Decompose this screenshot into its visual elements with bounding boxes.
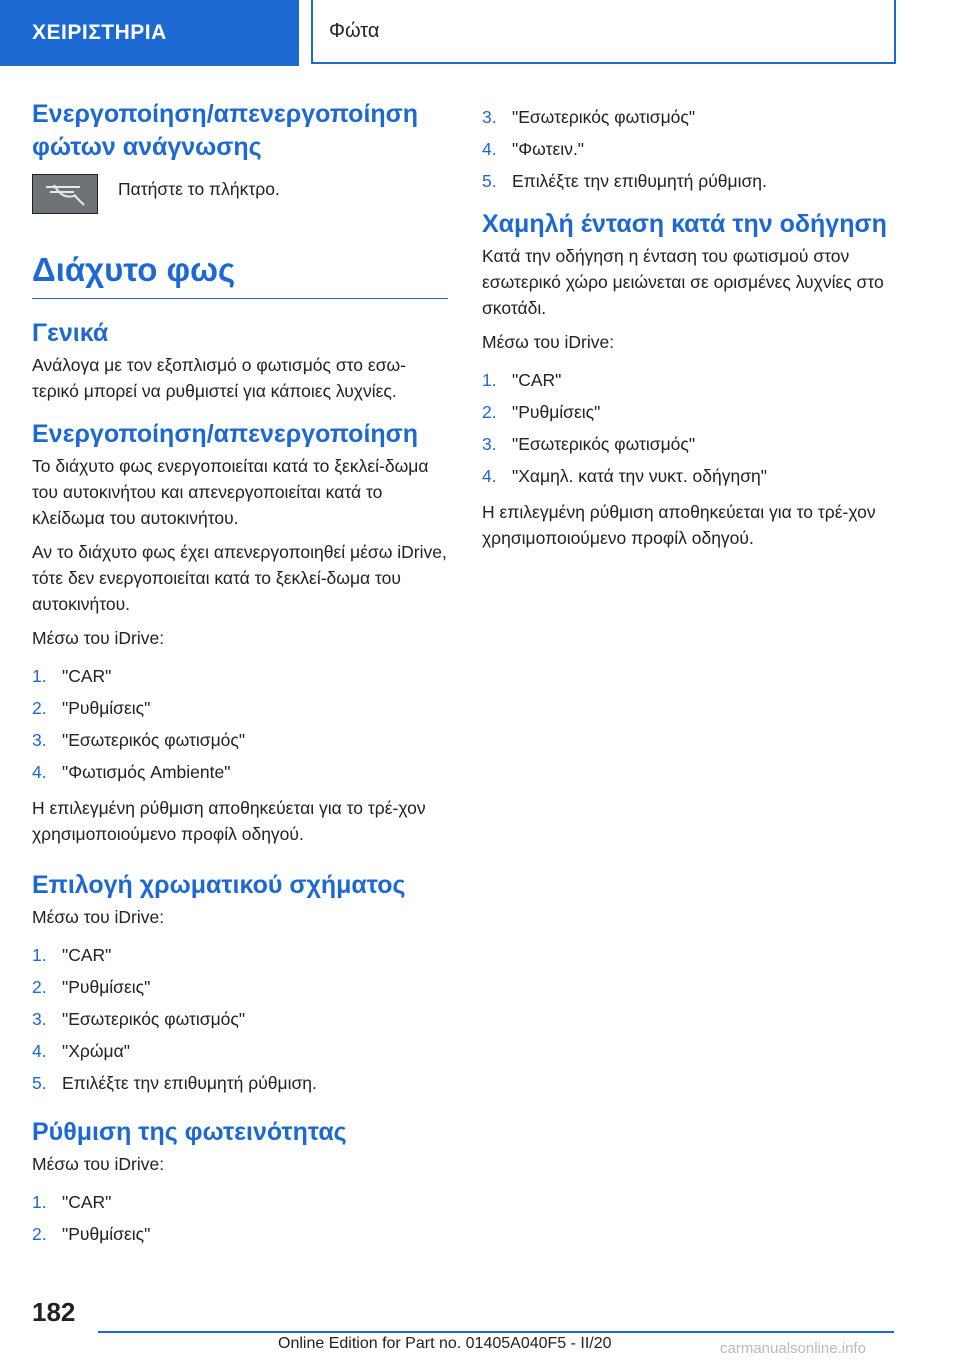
edition-text: Online Edition for Part no. 01405A040F5 - II/20 — [278, 1335, 612, 1352]
list-item: 1. "CAR" — [32, 945, 112, 965]
brightness-steps — [32, 1189, 448, 1247]
color-steps — [32, 942, 448, 1096]
ambient-light-heading: Διάχυτο φως — [32, 250, 448, 299]
list-item: 4. "Χρώμα" — [32, 1041, 130, 1061]
right-column — [482, 98, 902, 559]
onoff-heading: Ενεργοποίηση/απενεργοποίηση — [32, 420, 419, 448]
list-item: 3. "Εσωτερικός φωτισμός" — [32, 1009, 246, 1029]
reading-lights-text: Πατήστε το πλήκτρο. — [118, 179, 280, 199]
onoff-via: Μέσω του iDrive: — [32, 628, 165, 648]
list-item: 2. "Ρυθμίσεις" — [32, 698, 151, 718]
brightness-via: Μέσω του iDrive: — [32, 1154, 165, 1174]
reading-lights-heading: Ενεργοποίηση/απενεργοποίηση φώτων ανάγνωσης — [32, 100, 419, 161]
list-item: 5. Επιλέξτε την επιθυμητή ρύθμιση. — [482, 171, 767, 191]
list-item: 5. Επιλέξτε την επιθυμητή ρύθμιση. — [32, 1073, 317, 1093]
dim-via: Μέσω του iDrive: — [482, 332, 615, 352]
general-text: Ανάλογα με τον εξοπλισμό ο φωτισμός στο εσω-τερικό μπορεί να ρυθμιστεί για κάποιες λυχνίες. — [32, 355, 406, 401]
watermark: carmanualsonline.info — [720, 1340, 866, 1357]
color-via: Μέσω του iDrive: — [32, 907, 165, 927]
list-item: 2. "Ρυθμίσεις" — [482, 402, 601, 422]
list-item: 1. "CAR" — [482, 370, 562, 390]
reading-light-icon — [32, 174, 98, 214]
onoff-steps — [32, 663, 448, 785]
footer-divider — [98, 1331, 894, 1333]
brightness-steps-continued — [482, 104, 902, 194]
list-item: 2. "Ρυθμίσεις" — [32, 1224, 151, 1244]
list-item: 2. "Ρυθμίσεις" — [32, 977, 151, 997]
list-item: 1. "CAR" — [32, 666, 112, 686]
dim-text: Κατά την οδήγηση η ένταση του φωτισμού στον εσωτερικό χώρο μειώνεται σε ορισμένες λυχνίες στο σκοτάδι. — [482, 246, 884, 318]
list-item: 3. "Εσωτερικός φωτισμός" — [482, 434, 696, 454]
onoff-text-2: Αν το διάχυτο φως έχει απενεργοποιηθεί μέσω iDrive, τότε δεν ενεργοποιείται κατά το ξεκλεί-δωμα του αυτοκινήτου. — [32, 542, 447, 614]
dim-while-driving-heading: Χαμηλή ένταση κατά την οδήγηση — [482, 210, 887, 238]
chapter-title: Φώτα — [311, 0, 896, 64]
list-item: 4. "Φωτισμός Ambiente" — [32, 762, 231, 782]
list-item: 4. "Φωτειν." — [482, 139, 585, 159]
list-item: 3. "Εσωτερικός φωτισμός" — [482, 107, 696, 127]
list-item: 4. "Χαμηλ. κατά την νυκτ. οδήγηση" — [482, 466, 767, 486]
reading-button-row — [32, 174, 448, 214]
list-item: 1. "CAR" — [32, 1192, 112, 1212]
section-tab: ΧΕΙΡΙΣΤΗΡΙΑ — [0, 0, 299, 66]
list-item: 3. "Εσωτερικός φωτισμός" — [32, 730, 246, 750]
dim-note: Η επιλεγμένη ρύθμιση αποθηκεύεται για το τρέ-χον χρησιμοποιούμενο προφίλ οδηγού. — [482, 502, 876, 548]
dim-steps — [482, 367, 902, 489]
general-heading: Γενικά — [32, 319, 109, 347]
page-number: 182 — [32, 1297, 76, 1327]
left-column — [32, 98, 448, 1257]
onoff-note: Η επιλεγμένη ρύθμιση αποθηκεύεται για το τρέ-χον χρησιμοποιούμενο προφίλ οδηγού. — [32, 798, 426, 844]
brightness-heading: Ρύθμιση της φωτεινότητας — [32, 1118, 347, 1146]
color-scheme-heading: Επιλογή χρωματικού σχήματος — [32, 871, 406, 899]
onoff-text-1: Το διάχυτο φως ενεργοποιείται κατά το ξεκλεί-δωμα του αυτοκινήτου και απενεργοποιείται κατά το κλείδωμα του αυτοκινήτου. — [32, 456, 429, 528]
